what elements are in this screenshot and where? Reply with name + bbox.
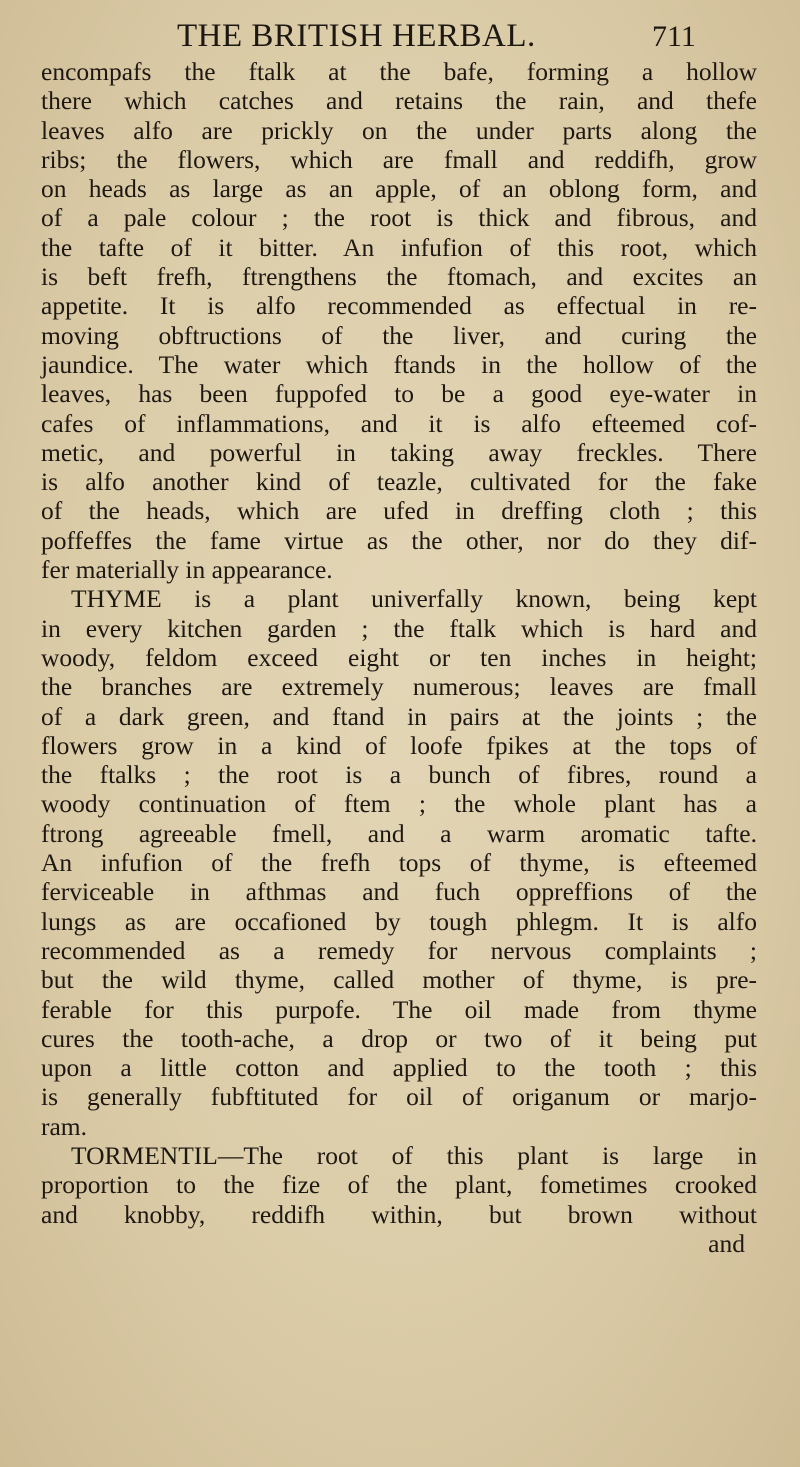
text-line: metic, and powerful in taking away freckles. There <box>41 437 757 467</box>
body-text <box>41 57 757 1258</box>
text-line: of the heads, which are ufed in dreffing cloth ; this <box>41 496 757 526</box>
text-line: in every kitchen garden ; the ftalk which is hard and <box>41 613 757 643</box>
text-line: and knobby, reddifh within, but brown without <box>41 1199 757 1229</box>
text-line: on heads as large as an apple, of an oblong form, and <box>41 174 757 204</box>
text-line: lungs as are occafioned by tough phlegm. It is alfo <box>41 906 757 936</box>
text-line: ferable for this purpofe. The oil made from thyme <box>41 994 757 1024</box>
text-line: appetite. It is alfo recommended as effectual in re- <box>41 291 757 321</box>
text-line: An infufion of the frefh tops of thyme, is efteemed <box>41 848 757 878</box>
paragraph-end-line: fer materially in appearance. <box>41 555 333 585</box>
text-line: poffeffes the fame virtue as the other, nor do they dif- <box>41 525 757 555</box>
text-line: leaves, has been fuppofed to be a good eye-water in <box>41 379 757 409</box>
text-line: proportion to the fize of the plant, fometimes crooked <box>41 1170 757 1200</box>
text-line: encompafs the ftalk at the bafe, forming a hollow <box>41 57 757 86</box>
text-line: ftrong agreeable fmell, and a warm aromatic tafte. <box>41 818 757 848</box>
text-line: recommended as a remedy for nervous complaints ; <box>41 935 757 965</box>
text-line: moving obftructions of the liver, and curing the <box>41 320 757 350</box>
text-line: cafes of inflammations, and it is alfo efteemed cof- <box>41 408 757 438</box>
catchword: and <box>708 1228 745 1258</box>
text-line: the branches are extremely numerous; leaves are fmall <box>41 672 757 702</box>
text-line: ribs; the flowers, which are fmall and reddifh, grow <box>41 144 757 174</box>
running-head <box>0 12 800 60</box>
text-line: ferviceable in afthmas and fuch oppreffions of the <box>41 877 757 907</box>
text-line: of a pale colour ; the root is thick and fibrous, and <box>41 203 757 233</box>
text-line: leaves alfo are prickly on the under parts along the <box>41 115 757 145</box>
text-line: woody, feldom exceed eight or ten inches in height; <box>41 642 757 672</box>
text-line: is generally fubftituted for oil of origanum or marjo- <box>41 1082 757 1112</box>
page-number: 711 <box>652 20 696 53</box>
paragraph-start-thyme: THYME is a plant univerfally known, being kept <box>71 584 757 614</box>
text-line: there which catches and retains the rain, and thefe <box>41 86 757 116</box>
text-line: but the wild thyme, called mother of thyme, is pre- <box>41 965 757 995</box>
text-line: upon a little cotton and applied to the tooth ; this <box>41 1053 757 1083</box>
text-line: the ftalks ; the root is a bunch of fibres, round a <box>41 760 757 790</box>
text-line: cures the tooth-ache, a drop or two of it being put <box>41 1023 757 1053</box>
text-line: is alfo another kind of teazle, cultivated for the fake <box>41 467 757 497</box>
running-title: THE BRITISH HERBAL. <box>177 18 536 54</box>
text-line: flowers grow in a kind of loofe fpikes at the tops of <box>41 730 757 760</box>
paragraph-start-tormentil: TORMENTIL—The root of this plant is large in <box>71 1140 757 1170</box>
text-line: is beft frefh, ftrengthens the ftomach, and excites an <box>41 262 757 292</box>
text-line: jaundice. The water which ftands in the hollow of the <box>41 349 757 379</box>
text-line: woody continuation of ftem ; the whole plant has a <box>41 789 757 819</box>
text-line: the tafte of it bitter. An infufion of this root, which <box>41 232 757 262</box>
paragraph-end-line: ram. <box>41 1111 88 1141</box>
text-line: of a dark green, and ftand in pairs at the joints ; the <box>41 701 757 731</box>
